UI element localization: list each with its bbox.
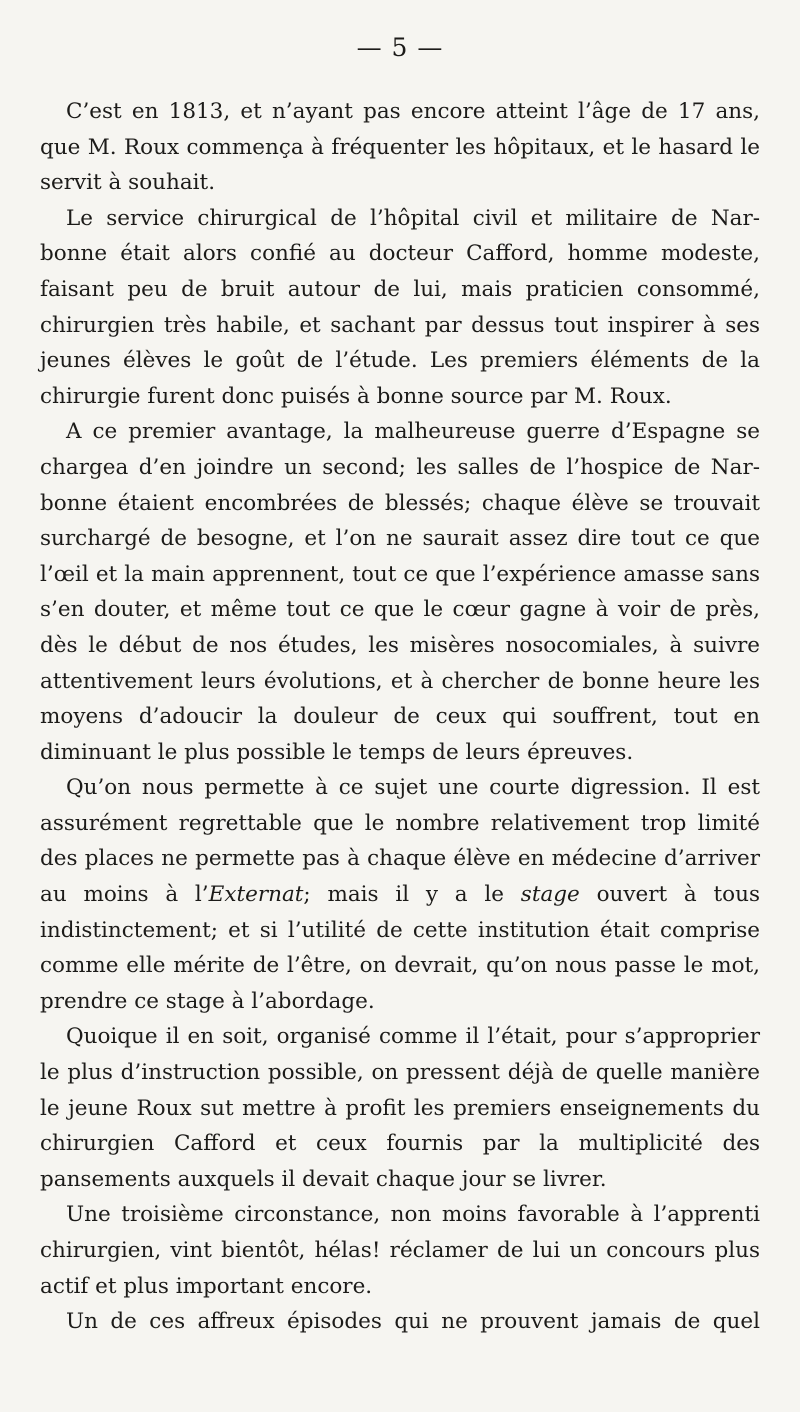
paragraph-3: A ce premier avantage, la malheureuse guerre d’Espagne se chargea d’en joindre un second; les salles de l’hospice de Narbonne étaient encombrées de blessés; chaque élève se trouvait surchargé de besogne, et l’on ne saurait assez dire tout ce que l’œil et la main apprennent, tout ce que l’expérience amasse sans s’en douter, et même tout ce que le cœur gagne à voir de près, dès le début de nos études, les misères nosocomiales, à suivre attentivement leurs évolutions, et à chercher de bonne heure les moyens d’adoucir la douleur de ceux qui souffrent, tout en diminuant le plus possible le temps de leurs épreuves. [40,419,760,765]
body-text [40,94,760,1340]
page-number: — 5 — [356,33,444,62]
externat-italic: Externat [208,882,304,908]
paragraph-5: Quoique il en soit, organisé comme il l’était, pour s’approprier le plus d’instruction possible, on pressent déjà de quelle manière le jeune Roux sut mettre à profit les premiers enseignements du chirurgien Cafford et ceux fournis par la multiplicité des pansements auxquels il devait chaque jour se livrer. [40,1024,760,1192]
paragraph-1: C’est en 1813, et n’ayant pas encore atteint l’âge de 17 ans, que M. Roux commença à fréquenter les hôpitaux, et le hasard le servit à souhait. [40,99,760,196]
stage-italic: stage [520,882,580,908]
paragraph-7: Un de ces affreux épisodes qui ne prouvent jamais de quel [66,1309,760,1335]
paragraph-2: Le service chirurgical de l’hôpital civil et militaire de Narbonne était alors confié au docteur Cafford, homme modeste, faisant peu de bruit autour de lui, mais praticien consommé, chirurgien très habile, et sachant par dessus tout inspirer à ses jeunes élèves le goût de l’étude. Les premiers éléments de la chirurgie furent donc puisés à bonne source par M. Roux. [40,205,760,409]
paragraph-4-text-middle: ; mais il y a le [303,882,521,908]
paragraph-6: Une troisième circonstance, non moins favorable à l’apprenti chirurgien, vint bientôt, hélas! réclamer de lui un concours plus actif et plus important encore. [40,1202,760,1299]
paragraph-4 [40,770,760,1019]
paragraph-4-text-before: Qu’on nous permette à ce sujet une courte digression. Il est assurément regrettable que le nombre relativement trop limité des places ne permette pas à chaque élève en médecine d’arriver au moins à l’ [40,775,760,908]
paragraph-4-text-after: ouvert à tous indistinctement; et si l’utilité de cette institution était comprise comme elle mérite de l’être, on devrait, qu’on nous passe le mot, prendre ce stage à l’abordage. [40,882,760,1014]
